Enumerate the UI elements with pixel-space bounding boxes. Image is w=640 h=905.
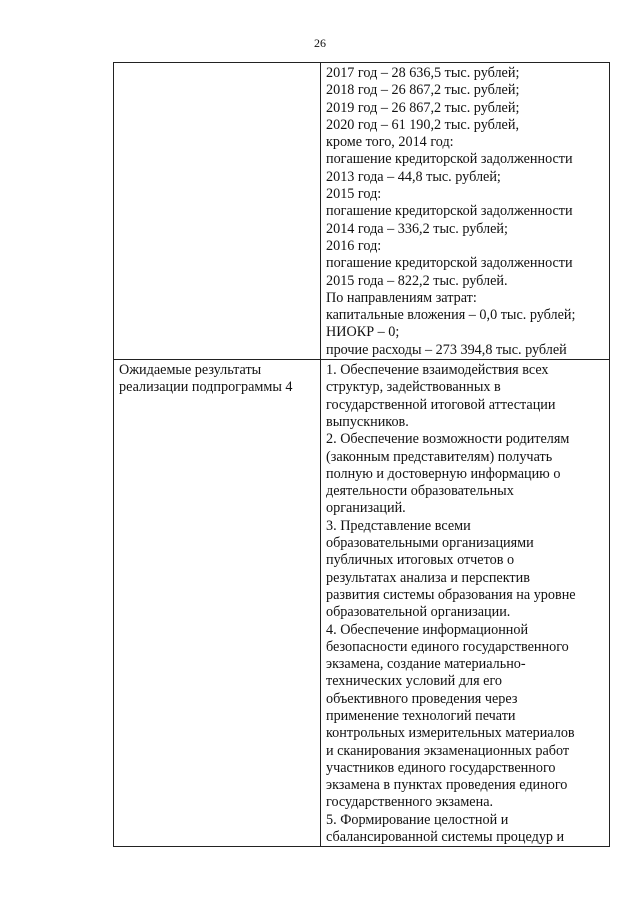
text-line: 2015 года – 822,2 тыс. рублей. — [326, 272, 508, 289]
text-line: 2017 год – 28 636,5 тыс. рублей; — [326, 65, 520, 81]
text-line: 2014 года – 336,2 тыс. рублей; — [326, 220, 508, 237]
text-line: погашение кредиторской задолженности — [326, 151, 573, 168]
text-line: деятельности образовательных — [326, 483, 514, 500]
text-line: прочие расходы – 273 394,8 тыс. рублей — [326, 341, 567, 358]
row-label-expected-results — [114, 360, 321, 847]
text-line: реализации подпрограммы 4 — [119, 379, 293, 396]
text-line: экзамена, создание материально- — [326, 656, 526, 673]
text-line: публичных итоговых отчетов о — [326, 552, 515, 569]
row-content-financing — [321, 63, 610, 360]
text-line: государственной итоговой аттестации — [326, 396, 556, 413]
program-table — [113, 62, 610, 847]
text-line: 5. Формирование целостной и — [326, 811, 509, 828]
text-line: погашение кредиторской задолженности — [326, 255, 573, 272]
text-line: кроме того, 2014 год: — [326, 134, 454, 151]
text-line: применение технологий печати — [326, 707, 516, 724]
text-line: сбалансированной системы процедур и — [326, 829, 565, 846]
text-line: государственного экзамена. — [326, 794, 494, 811]
text-line: 4. Обеспечение информационной — [326, 621, 529, 638]
text-line: 2013 года – 44,8 тыс. рублей; — [326, 168, 501, 185]
page-number: 26 — [314, 36, 326, 50]
text-line: образовательной организации. — [326, 604, 511, 621]
text-line: контрольных измерительных материалов — [326, 725, 575, 742]
text-line: 1. Обеспечение взаимодействия всех — [326, 362, 549, 379]
text-line: погашение кредиторской задолженности — [326, 203, 573, 220]
row-content-expected-results — [321, 360, 610, 847]
text-line: экзамена в пунктах проведения единого — [326, 777, 568, 794]
text-line: развития системы образования на уровне — [326, 586, 576, 603]
text-line: 3. Представление всеми — [326, 517, 471, 534]
text-line: 2015 год: — [326, 186, 382, 203]
text-line: 2016 год: — [326, 237, 382, 254]
text-line: безопасности единого государственного — [326, 638, 569, 655]
text-line: выпускников. — [326, 413, 409, 430]
text-line: Ожидаемые результаты — [119, 362, 262, 379]
text-line: По направлениям затрат: — [326, 289, 477, 306]
row-label-financing — [114, 63, 321, 360]
table-row-expected-results — [114, 360, 610, 847]
text-line: и сканирования экзаменационных работ — [326, 742, 570, 759]
text-line: технических условий для его — [326, 673, 503, 690]
text-line: полную и достоверную информацию о — [326, 465, 561, 482]
text-line: организаций. — [326, 500, 406, 517]
text-line: 2020 год – 61 190,2 тыс. рублей, — [326, 116, 519, 133]
text-line: капитальные вложения – 0,0 тыс. рублей; — [326, 307, 576, 324]
text-line: (законным представителям) получать — [326, 448, 553, 465]
text-line: объективного проведения через — [326, 690, 518, 707]
text-line: образовательными организациями — [326, 535, 534, 552]
table-row-financing — [114, 63, 610, 360]
text-line: 2019 год – 26 867,2 тыс. рублей; — [326, 99, 520, 116]
text-line: 2. Обеспечение возможности родителям — [326, 431, 570, 448]
text-line: результатах анализа и перспектив — [326, 569, 530, 586]
text-line: НИОКР – 0; — [326, 324, 400, 341]
text-line: структур, задействованных в — [326, 379, 501, 396]
text-line: участников единого государственного — [326, 759, 556, 776]
text-line: 2018 год – 26 867,2 тыс. рублей; — [326, 82, 520, 99]
